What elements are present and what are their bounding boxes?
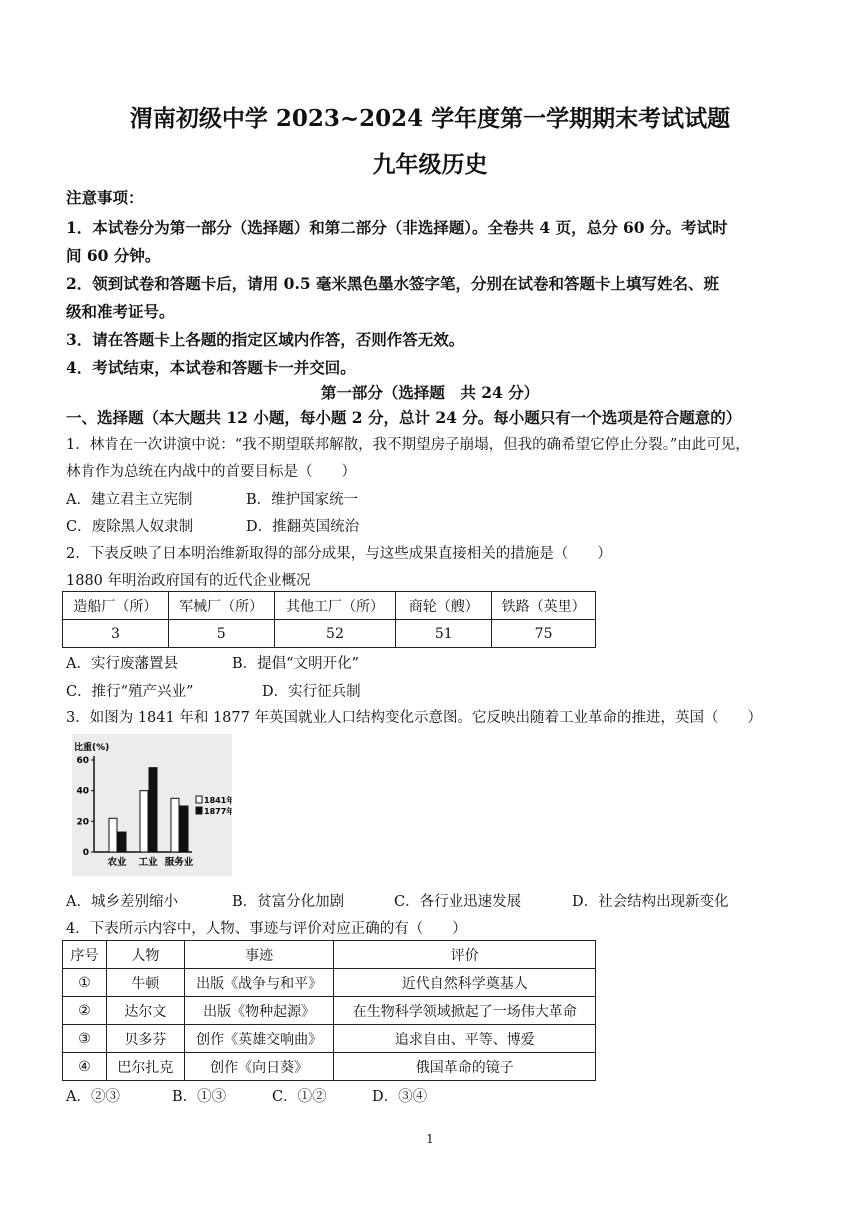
notice-item-2-line-1: 2．领到试卷和答题卡后，请用 0.5 毫米黑色墨水签字笔，分别在试卷和答题卡上填写姓名、班: [66, 274, 720, 293]
table-cell: 巴尔扎克: [106, 1053, 184, 1081]
notice-item-3: 3．请在答题卡上各题的指定区域内作答，否则作答无效。: [66, 330, 465, 349]
history-table: [62, 940, 596, 1081]
q4-option-b: B．①③: [172, 1089, 227, 1105]
legend-swatch: [196, 796, 202, 803]
table-header-cell: 序号: [63, 941, 107, 969]
section-heading: 一、选择题（本大题共 12 小题，每小题 2 分，总计 24 分。每小题只有一个选项是符合题意的）: [66, 408, 742, 427]
q2-option-d: D．实行征兵制: [262, 684, 361, 700]
page-number: 1: [426, 1132, 434, 1146]
notice-item-4: 4．考试结束，本试卷和答题卡一并交回。: [66, 358, 356, 377]
q3-option-b: B．贫富分化加剧: [232, 894, 345, 910]
table-cell: 创作《英雄交响曲》: [184, 1025, 334, 1053]
table-cell: 75: [492, 620, 596, 648]
table-header-cell: 铁路（英里）: [492, 592, 596, 620]
q1-option-c: C．废除黑人奴隶制: [66, 519, 194, 535]
table-header-cell: 商轮（艘）: [396, 592, 492, 620]
table-cell: ③: [63, 1025, 107, 1053]
q3-stem: 3．如图为 1841 年和 1877 年英国就业人口结构变化示意图。它反映出随着工业革命的推进，英国（ ）: [66, 710, 762, 726]
table-row: [63, 1025, 596, 1053]
legend-label: 1877年: [204, 807, 232, 816]
q4-stem: 4．下表所示内容中，人物、事迹与评价对应正确的有（ ）: [66, 921, 467, 937]
q4-option-a: A．②③: [66, 1089, 120, 1105]
table-cell: 贝多芬: [106, 1025, 184, 1053]
bar-1841-1: [140, 791, 148, 852]
notice-heading: 注意事项：: [66, 188, 144, 207]
table-header-row: [63, 592, 596, 620]
table-cell: 近代自然科学奠基人: [334, 969, 596, 997]
legend-label: 1841年: [204, 796, 232, 805]
q2-option-b: B．提倡“文明开化”: [232, 656, 359, 672]
x-tick-label: 农业: [107, 857, 127, 868]
table-header-row: [63, 941, 596, 969]
bar-1841-0: [109, 818, 117, 852]
table-row: [63, 620, 596, 648]
y-axis-label: 比重(%): [74, 743, 110, 753]
table-cell: ②: [63, 997, 107, 1025]
table-header-cell: 人物: [106, 941, 184, 969]
table-header-cell: 造船厂（所）: [63, 592, 169, 620]
table-cell: 追求自由、平等、博爱: [334, 1025, 596, 1053]
table-header-cell: 其他工厂（所）: [274, 592, 396, 620]
table-row: [63, 1053, 596, 1081]
table-header-cell: 军械厂（所）: [168, 592, 274, 620]
employment-chart: [72, 734, 232, 876]
x-tick-label: 服务业: [164, 857, 194, 868]
q1-stem-line-2: 林肯作为总统在内战中的首要目标是（ ）: [66, 464, 356, 480]
q4-option-d: D．③④: [372, 1089, 428, 1105]
bar-1877-2: [180, 806, 188, 852]
table-header-cell: 事迹: [184, 941, 334, 969]
y-tick-label: 20: [76, 817, 89, 828]
notice-item-2-line-2: 级和准考证号。: [66, 302, 175, 321]
bar-1877-0: [118, 832, 126, 852]
table-row: [63, 997, 596, 1025]
q3-option-d: D．社会结构出现新变化: [572, 894, 729, 910]
q4-option-c: C．①②: [272, 1089, 327, 1105]
table-cell: ④: [63, 1053, 107, 1081]
table-row: [63, 969, 596, 997]
table-cell: 俄国革命的镜子: [334, 1053, 596, 1081]
table-header-cell: 评价: [334, 941, 596, 969]
q1-option-d: D．推翻英国统治: [246, 519, 360, 535]
legend-swatch: [196, 807, 202, 814]
exam-title: 渭南初级中学 2023~2024 学年度第一学期期末考试试题: [129, 105, 731, 132]
notice-item-1-line-1: 1．本试卷分为第一部分（选择题）和第二部分（非选择题）。全卷共 4 页，总分 60 分。考试时: [66, 218, 728, 237]
exam-subtitle: 九年级历史: [372, 151, 488, 178]
q1-option-a: A．建立君主立宪制: [66, 492, 193, 508]
q2-option-a: A．实行废藩置县: [66, 656, 178, 672]
table-cell: 出版《战争与和平》: [184, 969, 334, 997]
bar-1877-1: [149, 768, 157, 852]
employment-chart-svg: [72, 734, 232, 876]
y-tick-label: 60: [76, 756, 89, 766]
y-tick-label: 0: [82, 848, 89, 858]
table-cell: 创作《向日葵》: [184, 1053, 334, 1081]
table-cell: 牛顿: [106, 969, 184, 997]
notice-item-1-line-2: 间 60 分钟。: [66, 246, 161, 265]
q3-option-c: C．各行业迅速发展: [394, 894, 522, 910]
table-cell: 52: [274, 620, 396, 648]
y-tick-label: 40: [76, 786, 89, 797]
x-tick-label: 工业: [138, 857, 158, 868]
q2-stem: 2．下表反映了日本明治维新取得的部分成果，与这些成果直接相关的措施是（ ）: [66, 546, 612, 562]
q2-table-caption: 1880 年明治政府国有的近代企业概况: [66, 573, 311, 589]
table-cell: 达尔文: [106, 997, 184, 1025]
q1-stem-line-1: 1．林肯在一次讲演中说：“我不期望联邦解散，我不期望房子崩塌，但我的确希望它停止分裂。”由此可见，: [66, 437, 750, 453]
table-cell: 5: [168, 620, 274, 648]
table-cell: 51: [396, 620, 492, 648]
enterprise-table: [62, 591, 596, 648]
table-cell: 在生物科学领域掀起了一场伟大革命: [334, 997, 596, 1025]
table-cell: 3: [63, 620, 169, 648]
bar-1841-2: [171, 798, 179, 852]
q3-option-a: A．城乡差别缩小: [66, 894, 178, 910]
part1-heading: 第一部分（选择题 共 24 分）: [320, 383, 540, 402]
q1-option-b: B．维护国家统一: [246, 492, 359, 508]
q2-option-c: C．推行“殖产兴业”: [66, 684, 194, 700]
table-cell: 出版《物种起源》: [184, 997, 334, 1025]
table-cell: ①: [63, 969, 107, 997]
